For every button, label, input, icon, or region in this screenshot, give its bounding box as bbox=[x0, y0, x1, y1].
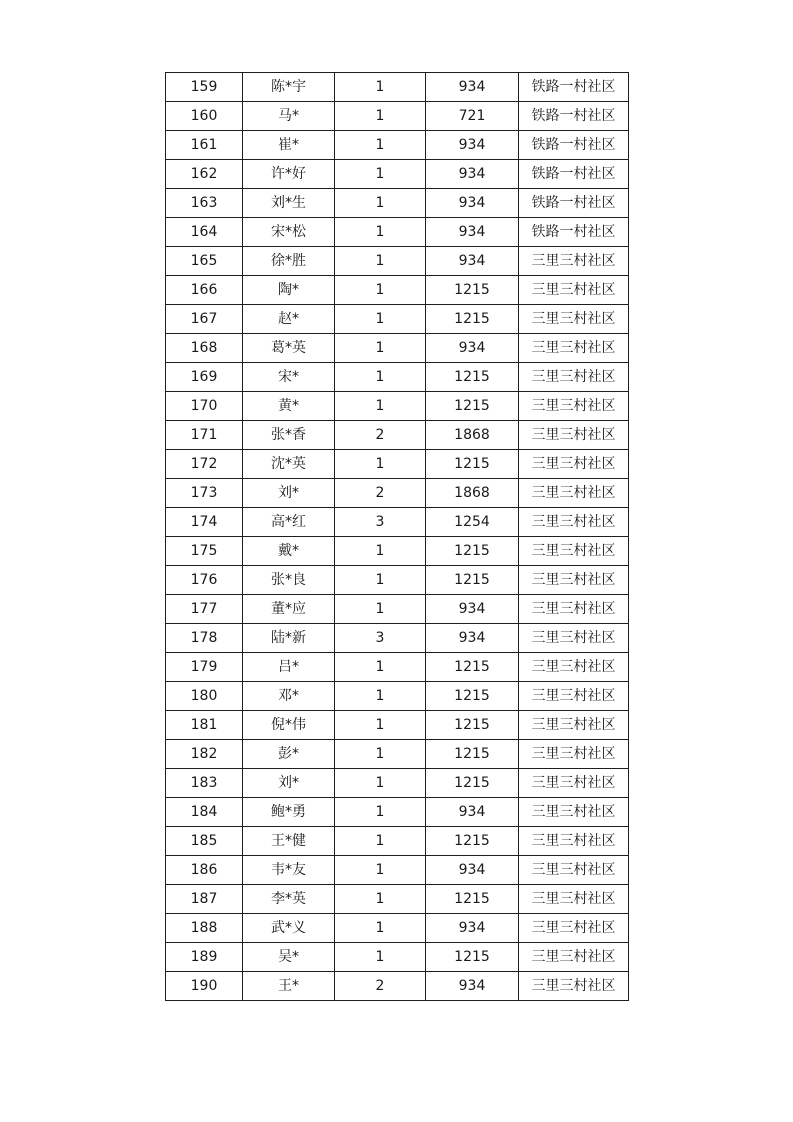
row-index-cell: 170 bbox=[166, 392, 243, 421]
amount-cell: 1215 bbox=[426, 827, 519, 856]
household-count-cell: 1 bbox=[335, 682, 426, 711]
household-count-cell: 1 bbox=[335, 740, 426, 769]
table-row bbox=[166, 508, 629, 537]
table-row bbox=[166, 624, 629, 653]
household-count-cell: 1 bbox=[335, 218, 426, 247]
table-row bbox=[166, 189, 629, 218]
name-cell: 韦*友 bbox=[243, 856, 335, 885]
table-row bbox=[166, 276, 629, 305]
name-cell: 高*红 bbox=[243, 508, 335, 537]
amount-cell: 934 bbox=[426, 247, 519, 276]
table-row bbox=[166, 131, 629, 160]
name-cell: 邓* bbox=[243, 682, 335, 711]
household-count-cell: 1 bbox=[335, 885, 426, 914]
amount-cell: 934 bbox=[426, 595, 519, 624]
row-index-cell: 175 bbox=[166, 537, 243, 566]
amount-cell: 1215 bbox=[426, 305, 519, 334]
row-index-cell: 159 bbox=[166, 73, 243, 102]
table-row bbox=[166, 305, 629, 334]
community-cell: 三里三村社区 bbox=[519, 305, 629, 334]
household-count-cell: 2 bbox=[335, 421, 426, 450]
name-cell: 李*英 bbox=[243, 885, 335, 914]
name-cell: 戴* bbox=[243, 537, 335, 566]
amount-cell: 1215 bbox=[426, 566, 519, 595]
household-count-cell: 1 bbox=[335, 914, 426, 943]
name-cell: 王*健 bbox=[243, 827, 335, 856]
community-cell: 铁路一村社区 bbox=[519, 73, 629, 102]
amount-cell: 1215 bbox=[426, 537, 519, 566]
table-row bbox=[166, 421, 629, 450]
table-row bbox=[166, 363, 629, 392]
household-count-cell: 2 bbox=[335, 479, 426, 508]
community-cell: 三里三村社区 bbox=[519, 479, 629, 508]
amount-cell: 1215 bbox=[426, 450, 519, 479]
community-cell: 三里三村社区 bbox=[519, 682, 629, 711]
amount-cell: 1215 bbox=[426, 711, 519, 740]
row-index-cell: 167 bbox=[166, 305, 243, 334]
amount-cell: 934 bbox=[426, 972, 519, 1001]
row-index-cell: 163 bbox=[166, 189, 243, 218]
community-cell: 三里三村社区 bbox=[519, 972, 629, 1001]
row-index-cell: 165 bbox=[166, 247, 243, 276]
amount-cell: 1215 bbox=[426, 653, 519, 682]
name-cell: 吕* bbox=[243, 653, 335, 682]
amount-cell: 1215 bbox=[426, 943, 519, 972]
row-index-cell: 186 bbox=[166, 856, 243, 885]
household-count-cell: 1 bbox=[335, 537, 426, 566]
table-row bbox=[166, 856, 629, 885]
community-cell: 三里三村社区 bbox=[519, 537, 629, 566]
table-row bbox=[166, 160, 629, 189]
household-count-cell: 2 bbox=[335, 972, 426, 1001]
community-cell: 铁路一村社区 bbox=[519, 218, 629, 247]
household-count-cell: 1 bbox=[335, 363, 426, 392]
amount-cell: 934 bbox=[426, 914, 519, 943]
name-cell: 宋* bbox=[243, 363, 335, 392]
table-row bbox=[166, 914, 629, 943]
row-index-cell: 164 bbox=[166, 218, 243, 247]
row-index-cell: 168 bbox=[166, 334, 243, 363]
amount-cell: 934 bbox=[426, 131, 519, 160]
amount-cell: 934 bbox=[426, 189, 519, 218]
name-cell: 鲍*勇 bbox=[243, 798, 335, 827]
table-row bbox=[166, 334, 629, 363]
row-index-cell: 166 bbox=[166, 276, 243, 305]
name-cell: 崔* bbox=[243, 131, 335, 160]
community-cell: 三里三村社区 bbox=[519, 392, 629, 421]
amount-cell: 1215 bbox=[426, 392, 519, 421]
amount-cell: 934 bbox=[426, 334, 519, 363]
community-cell: 三里三村社区 bbox=[519, 595, 629, 624]
row-index-cell: 180 bbox=[166, 682, 243, 711]
table-row bbox=[166, 73, 629, 102]
amount-cell: 1215 bbox=[426, 276, 519, 305]
amount-cell: 934 bbox=[426, 218, 519, 247]
name-cell: 黄* bbox=[243, 392, 335, 421]
name-cell: 陈*宇 bbox=[243, 73, 335, 102]
name-cell: 彭* bbox=[243, 740, 335, 769]
community-cell: 铁路一村社区 bbox=[519, 189, 629, 218]
row-index-cell: 183 bbox=[166, 769, 243, 798]
name-cell: 刘* bbox=[243, 479, 335, 508]
household-count-cell: 1 bbox=[335, 392, 426, 421]
row-index-cell: 179 bbox=[166, 653, 243, 682]
amount-cell: 934 bbox=[426, 624, 519, 653]
row-index-cell: 177 bbox=[166, 595, 243, 624]
row-index-cell: 184 bbox=[166, 798, 243, 827]
row-index-cell: 173 bbox=[166, 479, 243, 508]
community-cell: 三里三村社区 bbox=[519, 334, 629, 363]
table-row bbox=[166, 943, 629, 972]
table-row bbox=[166, 711, 629, 740]
row-index-cell: 185 bbox=[166, 827, 243, 856]
community-cell: 铁路一村社区 bbox=[519, 160, 629, 189]
community-cell: 铁路一村社区 bbox=[519, 131, 629, 160]
table-row bbox=[166, 827, 629, 856]
community-cell: 三里三村社区 bbox=[519, 856, 629, 885]
amount-cell: 934 bbox=[426, 856, 519, 885]
community-cell: 三里三村社区 bbox=[519, 508, 629, 537]
community-cell: 三里三村社区 bbox=[519, 914, 629, 943]
row-index-cell: 160 bbox=[166, 102, 243, 131]
community-cell: 三里三村社区 bbox=[519, 943, 629, 972]
name-cell: 许*好 bbox=[243, 160, 335, 189]
name-cell: 刘*生 bbox=[243, 189, 335, 218]
table-row bbox=[166, 247, 629, 276]
community-cell: 三里三村社区 bbox=[519, 827, 629, 856]
household-count-cell: 1 bbox=[335, 450, 426, 479]
amount-cell: 1215 bbox=[426, 363, 519, 392]
household-count-cell: 1 bbox=[335, 827, 426, 856]
row-index-cell: 169 bbox=[166, 363, 243, 392]
amount-cell: 1215 bbox=[426, 740, 519, 769]
row-index-cell: 174 bbox=[166, 508, 243, 537]
household-count-cell: 1 bbox=[335, 769, 426, 798]
name-cell: 徐*胜 bbox=[243, 247, 335, 276]
community-cell: 三里三村社区 bbox=[519, 624, 629, 653]
household-count-cell: 1 bbox=[335, 189, 426, 218]
amount-cell: 934 bbox=[426, 73, 519, 102]
community-cell: 三里三村社区 bbox=[519, 769, 629, 798]
household-count-cell: 1 bbox=[335, 247, 426, 276]
amount-cell: 934 bbox=[426, 798, 519, 827]
name-cell: 张*良 bbox=[243, 566, 335, 595]
household-count-cell: 1 bbox=[335, 711, 426, 740]
name-cell: 张*香 bbox=[243, 421, 335, 450]
community-cell: 三里三村社区 bbox=[519, 247, 629, 276]
name-cell: 刘* bbox=[243, 769, 335, 798]
table-row bbox=[166, 885, 629, 914]
household-count-cell: 1 bbox=[335, 276, 426, 305]
name-cell: 倪*伟 bbox=[243, 711, 335, 740]
name-cell: 吴* bbox=[243, 943, 335, 972]
table-row bbox=[166, 218, 629, 247]
name-cell: 马* bbox=[243, 102, 335, 131]
household-count-cell: 3 bbox=[335, 624, 426, 653]
row-index-cell: 189 bbox=[166, 943, 243, 972]
name-cell: 董*应 bbox=[243, 595, 335, 624]
table-row bbox=[166, 392, 629, 421]
row-index-cell: 182 bbox=[166, 740, 243, 769]
community-cell: 三里三村社区 bbox=[519, 653, 629, 682]
table-row bbox=[166, 653, 629, 682]
household-count-cell: 1 bbox=[335, 305, 426, 334]
household-count-cell: 1 bbox=[335, 160, 426, 189]
amount-cell: 1254 bbox=[426, 508, 519, 537]
row-index-cell: 181 bbox=[166, 711, 243, 740]
community-cell: 三里三村社区 bbox=[519, 566, 629, 595]
table-row bbox=[166, 479, 629, 508]
community-cell: 三里三村社区 bbox=[519, 421, 629, 450]
household-count-cell: 1 bbox=[335, 102, 426, 131]
household-count-cell: 1 bbox=[335, 856, 426, 885]
name-cell: 王* bbox=[243, 972, 335, 1001]
amount-cell: 1215 bbox=[426, 769, 519, 798]
amount-cell: 1215 bbox=[426, 682, 519, 711]
community-cell: 三里三村社区 bbox=[519, 363, 629, 392]
row-index-cell: 162 bbox=[166, 160, 243, 189]
name-cell: 武*义 bbox=[243, 914, 335, 943]
community-cell: 三里三村社区 bbox=[519, 798, 629, 827]
household-count-cell: 1 bbox=[335, 653, 426, 682]
household-count-cell: 1 bbox=[335, 595, 426, 624]
community-cell: 三里三村社区 bbox=[519, 276, 629, 305]
household-count-cell: 1 bbox=[335, 131, 426, 160]
row-index-cell: 190 bbox=[166, 972, 243, 1001]
community-cell: 三里三村社区 bbox=[519, 885, 629, 914]
community-cell: 三里三村社区 bbox=[519, 711, 629, 740]
row-index-cell: 176 bbox=[166, 566, 243, 595]
table-row bbox=[166, 769, 629, 798]
row-index-cell: 187 bbox=[166, 885, 243, 914]
name-cell: 葛*英 bbox=[243, 334, 335, 363]
row-index-cell: 161 bbox=[166, 131, 243, 160]
household-count-cell: 3 bbox=[335, 508, 426, 537]
amount-cell: 1868 bbox=[426, 479, 519, 508]
row-index-cell: 188 bbox=[166, 914, 243, 943]
name-cell: 宋*松 bbox=[243, 218, 335, 247]
table-row bbox=[166, 102, 629, 131]
table-row bbox=[166, 972, 629, 1001]
roster-table bbox=[165, 72, 629, 1001]
amount-cell: 934 bbox=[426, 160, 519, 189]
table-row bbox=[166, 798, 629, 827]
household-count-cell: 1 bbox=[335, 798, 426, 827]
household-count-cell: 1 bbox=[335, 566, 426, 595]
amount-cell: 1868 bbox=[426, 421, 519, 450]
name-cell: 赵* bbox=[243, 305, 335, 334]
row-index-cell: 172 bbox=[166, 450, 243, 479]
table-row bbox=[166, 566, 629, 595]
household-count-cell: 1 bbox=[335, 943, 426, 972]
household-count-cell: 1 bbox=[335, 334, 426, 363]
name-cell: 陶* bbox=[243, 276, 335, 305]
table-row bbox=[166, 537, 629, 566]
community-cell: 三里三村社区 bbox=[519, 740, 629, 769]
community-cell: 三里三村社区 bbox=[519, 450, 629, 479]
household-count-cell: 1 bbox=[335, 73, 426, 102]
roster-table-body bbox=[166, 73, 629, 1001]
amount-cell: 721 bbox=[426, 102, 519, 131]
table-row bbox=[166, 450, 629, 479]
name-cell: 沈*英 bbox=[243, 450, 335, 479]
row-index-cell: 171 bbox=[166, 421, 243, 450]
name-cell: 陆*新 bbox=[243, 624, 335, 653]
community-cell: 铁路一村社区 bbox=[519, 102, 629, 131]
table-row bbox=[166, 740, 629, 769]
row-index-cell: 178 bbox=[166, 624, 243, 653]
amount-cell: 1215 bbox=[426, 885, 519, 914]
table-row bbox=[166, 595, 629, 624]
table-row bbox=[166, 682, 629, 711]
